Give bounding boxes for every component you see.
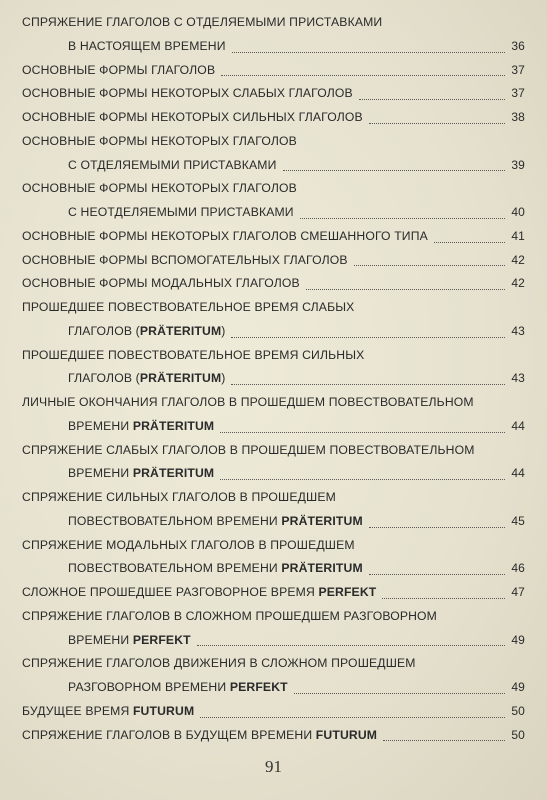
toc-entry xyxy=(0,485,547,533)
toc-line xyxy=(0,34,547,58)
toc-title: С ОТДЕЛЯЕМЫМИ ПРИСТАВКАМИ xyxy=(68,157,277,172)
toc-page-number: 43 xyxy=(511,323,525,338)
toc-title: ВРЕМЕНИ PRÄTERITUM xyxy=(68,418,215,433)
toc-page-number: 42 xyxy=(511,252,525,267)
toc-title: ПОВЕСТВОВАТЕЛЬНОМ ВРЕМЕНИ PRÄTERITUM xyxy=(68,561,363,576)
toc-entry xyxy=(0,533,547,581)
dot-leader xyxy=(369,123,505,124)
toc-line xyxy=(0,129,547,153)
toc-title: ПРОШЕДШЕЕ ПОВЕСТВОВАТЕЛЬНОЕ ВРЕМЯ СИЛЬНЫХ xyxy=(22,347,365,362)
toc-line xyxy=(0,366,547,390)
toc-line xyxy=(0,438,547,462)
toc-line xyxy=(0,153,547,177)
toc-title: РАЗГОВОРНОМ ВРЕМЕНИ PERFEKT xyxy=(68,680,288,694)
dot-leader xyxy=(200,717,505,718)
toc-title: ГЛАГОЛОВ (PRÄTERITUM) xyxy=(68,371,226,386)
dot-leader xyxy=(231,337,505,338)
dot-leader xyxy=(383,740,505,741)
toc-title: ОСНОВНЫЕ ФОРМЫ НЕКОТОРЫХ СИЛЬНЫХ ГЛАГОЛОВ xyxy=(22,110,363,124)
toc-entry xyxy=(0,58,547,82)
dot-leader xyxy=(221,75,505,76)
toc-entry xyxy=(0,343,547,391)
toc-title: СПРЯЖЕНИЕ СЛАБЫХ ГЛАГОЛОВ В ПРОШЕДШЕМ ПОВЕСТВОВАТЕЛЬНОМ xyxy=(22,442,475,457)
dot-leader xyxy=(382,598,505,599)
toc-title: СПРЯЖЕНИЕ ГЛАГОЛОВ С ОТДЕЛЯЕМЫМИ ПРИСТАВКАМИ xyxy=(22,15,383,29)
toc-entry xyxy=(0,604,547,652)
toc-line xyxy=(0,176,547,200)
toc-entry xyxy=(0,438,547,486)
dot-leader xyxy=(232,52,505,53)
toc-title: ОСНОВНЫЕ ФОРМЫ НЕКОТОРЫХ ГЛАГОЛОВ xyxy=(22,133,297,148)
toc-title: ОСНОВНЫЕ ФОРМЫ НЕКОТОРЫХ ГЛАГОЛОВ xyxy=(22,181,297,196)
toc-title: ПОВЕСТВОВАТЕЛЬНОМ ВРЕМЕНИ PRÄTERITUM xyxy=(68,513,363,528)
toc-line xyxy=(0,10,547,34)
toc-title: СЛОЖНОЕ ПРОШЕДШЕЕ РАЗГОВОРНОЕ ВРЕМЯ PERFEKT xyxy=(22,585,377,599)
toc-entry xyxy=(0,129,547,177)
toc-title: ВРЕМЕНИ PERFEKT xyxy=(68,632,191,647)
toc-line xyxy=(0,414,547,438)
toc-title: ОСНОВНЫЕ ФОРМЫ ВСПОМОГАТЕЛЬНЫХ ГЛАГОЛОВ xyxy=(22,252,348,267)
toc-line xyxy=(0,248,547,272)
toc-title: ОСНОВНЫЕ ФОРМЫ НЕКОТОРЫХ СЛАБЫХ ГЛАГОЛОВ xyxy=(22,86,353,101)
toc-title: В НАСТОЯЩЕМ ВРЕМЕНИ xyxy=(68,38,226,53)
toc-title: ВРЕМЕНИ PRÄTERITUM xyxy=(68,466,215,481)
toc-line xyxy=(0,556,547,580)
toc-line xyxy=(0,509,547,533)
toc-page-number: 46 xyxy=(511,561,525,576)
toc-line xyxy=(0,723,547,747)
toc-title: СПРЯЖЕНИЕ ГЛАГОЛОВ ДВИЖЕНИЯ В СЛОЖНОМ ПРОШЕДШЕМ xyxy=(22,656,416,671)
table-of-contents xyxy=(0,10,547,746)
dot-leader xyxy=(369,574,505,575)
toc-page-number: 39 xyxy=(511,157,525,172)
toc-line xyxy=(0,343,547,367)
toc-line xyxy=(0,224,547,248)
toc-line xyxy=(0,105,547,129)
toc-entry xyxy=(0,699,547,723)
toc-entry xyxy=(0,105,547,129)
dot-leader xyxy=(354,265,505,266)
toc-page-number: 44 xyxy=(511,466,525,481)
toc-page-number: 37 xyxy=(511,86,525,101)
toc-line xyxy=(0,580,547,604)
toc-title: БУДУЩЕЕ ВРЕМЯ FUTURUM xyxy=(22,703,195,718)
toc-page-number: 44 xyxy=(511,418,525,433)
page-number: 91 xyxy=(265,757,282,776)
toc-title: СПРЯЖЕНИЕ ГЛАГОЛОВ В БУДУЩЕМ ВРЕМЕНИ FUTURUM xyxy=(22,727,378,742)
dot-leader xyxy=(231,384,505,385)
toc-entry xyxy=(0,271,547,295)
toc-line xyxy=(0,699,547,723)
dot-leader xyxy=(197,645,505,646)
toc-entry xyxy=(0,390,547,438)
toc-page-number: 40 xyxy=(511,205,525,219)
toc-page-number: 49 xyxy=(511,680,525,694)
toc-entry xyxy=(0,248,547,272)
toc-page-number: 47 xyxy=(511,585,525,599)
toc-line xyxy=(0,295,547,319)
toc-entry xyxy=(0,295,547,343)
dot-leader xyxy=(300,218,505,219)
toc-line xyxy=(0,81,547,105)
dot-leader xyxy=(220,432,505,433)
toc-page-number: 45 xyxy=(511,513,525,528)
toc-line xyxy=(0,319,547,343)
toc-line xyxy=(0,628,547,652)
toc-page-number: 41 xyxy=(511,228,525,243)
toc-line xyxy=(0,604,547,628)
toc-line xyxy=(0,58,547,82)
toc-title: ОСНОВНЫЕ ФОРМЫ МОДАЛЬНЫХ ГЛАГОЛОВ xyxy=(22,276,300,291)
toc-entry xyxy=(0,10,547,58)
toc-page-number: 49 xyxy=(511,632,525,647)
toc-line xyxy=(0,675,547,699)
toc-line xyxy=(0,271,547,295)
toc-line xyxy=(0,461,547,485)
dot-leader xyxy=(434,242,505,243)
toc-title: СПРЯЖЕНИЕ СИЛЬНЫХ ГЛАГОЛОВ В ПРОШЕДШЕМ xyxy=(22,490,336,504)
toc-title: ОСНОВНЫЕ ФОРМЫ ГЛАГОЛОВ xyxy=(22,62,216,77)
toc-page-number: 50 xyxy=(511,727,525,742)
toc-entry xyxy=(0,580,547,604)
toc-entry xyxy=(0,723,547,747)
toc-page-number: 43 xyxy=(511,371,525,386)
toc-line xyxy=(0,200,547,224)
dot-leader xyxy=(359,99,505,100)
toc-line xyxy=(0,533,547,557)
toc-title: ПРОШЕДШЕЕ ПОВЕСТВОВАТЕЛЬНОЕ ВРЕМЯ СЛАБЫХ xyxy=(22,300,355,314)
toc-entry xyxy=(0,651,547,699)
dot-leader xyxy=(369,527,505,528)
toc-title: СПРЯЖЕНИЕ ГЛАГОЛОВ В СЛОЖНОМ ПРОШЕДШЕМ РАЗГОВОРНОМ xyxy=(22,608,437,623)
toc-page-number: 36 xyxy=(511,38,525,53)
toc-line xyxy=(0,485,547,509)
dot-leader xyxy=(294,693,505,694)
toc-entry xyxy=(0,81,547,105)
toc-title: С НЕОТДЕЛЯЕМЫМИ ПРИСТАВКАМИ xyxy=(68,205,294,219)
dot-leader xyxy=(283,170,505,171)
toc-page-number: 42 xyxy=(511,276,525,291)
toc-entry xyxy=(0,176,547,224)
toc-page-number: 37 xyxy=(511,62,525,77)
toc-entry xyxy=(0,224,547,248)
dot-leader xyxy=(220,479,505,480)
toc-title: СПРЯЖЕНИЕ МОДАЛЬНЫХ ГЛАГОЛОВ В ПРОШЕДШЕМ xyxy=(22,537,355,552)
toc-title: ОСНОВНЫЕ ФОРМЫ НЕКОТОРЫХ ГЛАГОЛОВ СМЕШАННОГО ТИПА xyxy=(22,228,428,243)
dot-leader xyxy=(306,289,505,290)
toc-title: ГЛАГОЛОВ (PRÄTERITUM) xyxy=(68,323,226,338)
toc-line xyxy=(0,390,547,414)
toc-title: ЛИЧНЫЕ ОКОНЧАНИЯ ГЛАГОЛОВ В ПРОШЕДШЕМ ПОВЕСТВОВАТЕЛЬНОМ xyxy=(22,395,474,409)
toc-line xyxy=(0,651,547,675)
toc-page-number: 38 xyxy=(511,110,525,124)
toc-page-number: 50 xyxy=(511,703,525,718)
